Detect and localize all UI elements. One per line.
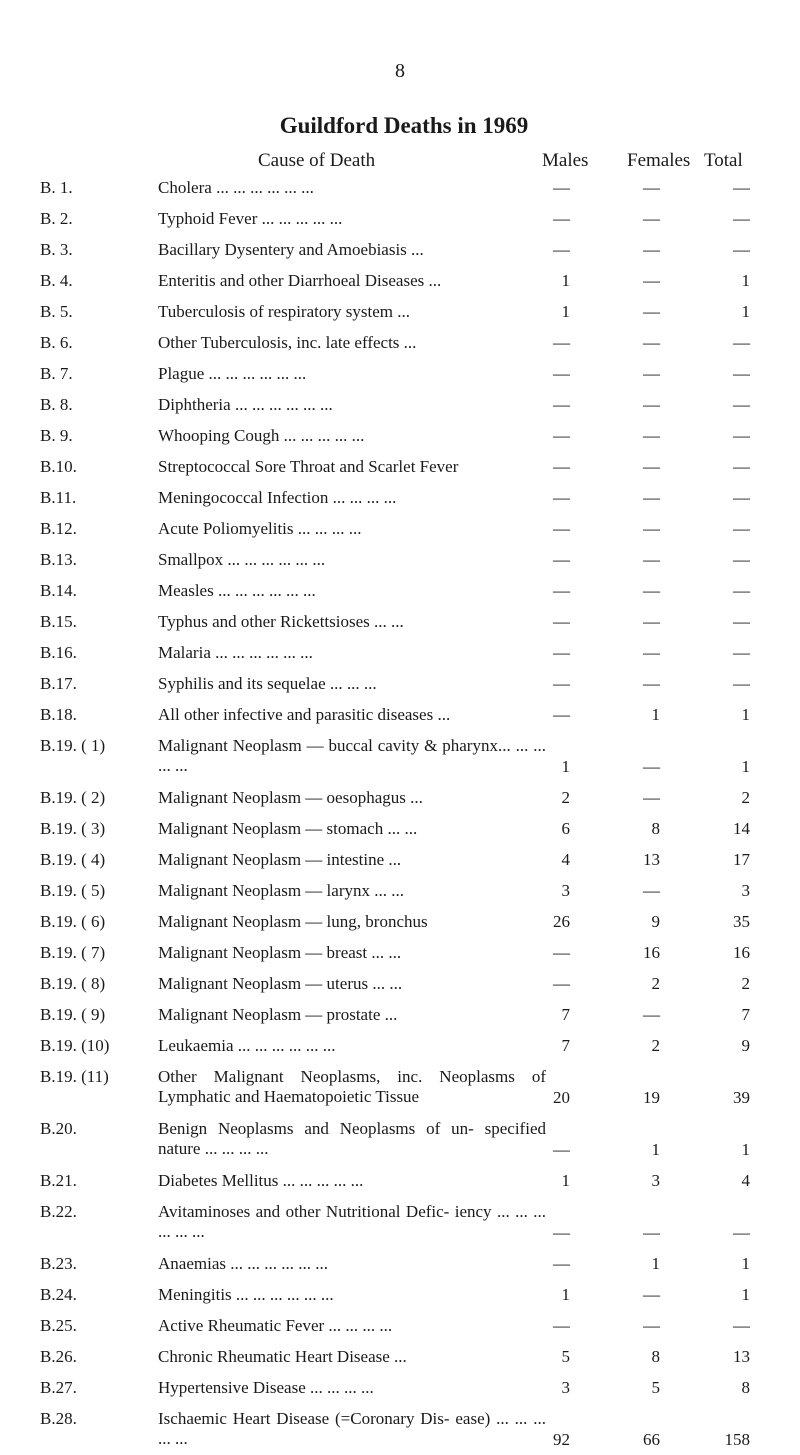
total-count: — xyxy=(733,550,750,569)
females-count: — xyxy=(643,457,660,476)
males-count: 6 xyxy=(561,819,570,838)
header-males: Males xyxy=(542,150,589,171)
total-count: 1 xyxy=(741,757,750,776)
total-count: — xyxy=(733,178,750,197)
females-count: — xyxy=(643,426,660,445)
males-count: 92 xyxy=(553,1430,570,1449)
females-count: — xyxy=(643,1316,660,1335)
total-count: 1 xyxy=(741,302,750,321)
cause-code: B. 6. xyxy=(40,333,73,352)
cause-of-death: Active Rheumatic Fever ... ... ... ... xyxy=(158,1316,393,1335)
total-count: — xyxy=(733,1316,750,1335)
cause-of-death: Acute Poliomyelitis ... ... ... ... xyxy=(158,519,362,538)
total-count: 2 xyxy=(741,974,750,993)
table-row xyxy=(0,1248,800,1279)
males-count: 3 xyxy=(561,881,570,900)
males-count: — xyxy=(553,457,570,476)
table-row xyxy=(0,937,800,968)
cause-of-death: Malignant Neoplasm — uterus ... ... xyxy=(158,974,403,993)
males-count: 7 xyxy=(561,1036,570,1055)
females-count: — xyxy=(643,550,660,569)
cause-of-death: Enteritis and other Diarrhoeal Diseases ... xyxy=(158,271,442,290)
header-total: Total xyxy=(704,150,743,171)
total-count: 7 xyxy=(741,1005,750,1024)
cause-code: B.14. xyxy=(40,581,77,600)
females-count: 8 xyxy=(651,1347,660,1366)
total-count: 39 xyxy=(733,1088,750,1107)
males-count: — xyxy=(553,974,570,993)
table-row xyxy=(0,1165,800,1196)
females-count: — xyxy=(643,1005,660,1024)
cause-code: B.25. xyxy=(40,1316,77,1335)
females-count: 1 xyxy=(651,1140,660,1159)
cause-of-death: Tuberculosis of respiratory system ... xyxy=(158,302,410,321)
females-count: — xyxy=(643,757,660,776)
females-count: — xyxy=(643,364,660,383)
females-count: 66 xyxy=(643,1430,660,1449)
females-count: — xyxy=(643,333,660,352)
cause-of-death: Smallpox ... ... ... ... ... ... xyxy=(158,550,326,569)
table-row xyxy=(0,544,800,575)
females-count: 9 xyxy=(651,912,660,931)
females-count: — xyxy=(643,240,660,259)
males-count: 5 xyxy=(561,1347,570,1366)
females-count: — xyxy=(643,643,660,662)
cause-of-death: Other Malignant Neoplasms, inc. Neoplasms of Lymphatic and Haematopoietic Tissue xyxy=(158,1067,546,1106)
males-count: 3 xyxy=(561,1378,570,1397)
females-count: — xyxy=(643,302,660,321)
cause-code: B.19. ( 4) xyxy=(40,850,106,869)
cause-code: B. 3. xyxy=(40,240,73,259)
page-number: 8 xyxy=(395,60,405,82)
total-count: — xyxy=(733,519,750,538)
cause-of-death: Whooping Cough ... ... ... ... ... xyxy=(158,426,365,445)
table-row xyxy=(0,1403,800,1455)
table-row xyxy=(0,358,800,389)
females-count: — xyxy=(643,488,660,507)
females-count: — xyxy=(643,271,660,290)
males-count: 2 xyxy=(561,788,570,807)
table-row xyxy=(0,1196,800,1248)
males-count: 1 xyxy=(561,1171,570,1190)
table-row xyxy=(0,637,800,668)
males-count: — xyxy=(553,1254,570,1273)
males-count: 1 xyxy=(561,302,570,321)
cause-of-death: All other infective and parasitic diseases ... xyxy=(158,705,451,724)
table-row xyxy=(0,999,800,1030)
cause-code: B. 7. xyxy=(40,364,73,383)
table-row xyxy=(0,420,800,451)
table-row xyxy=(0,575,800,606)
total-count: — xyxy=(733,426,750,445)
cause-of-death: Malignant Neoplasm — lung, bronchus xyxy=(158,912,428,931)
header-females: Females xyxy=(627,150,691,171)
table-row xyxy=(0,513,800,544)
males-count: — xyxy=(553,488,570,507)
males-count: — xyxy=(553,943,570,962)
females-count: — xyxy=(643,881,660,900)
cause-code: B.27. xyxy=(40,1378,77,1397)
total-count: 17 xyxy=(733,850,750,869)
males-count: — xyxy=(553,209,570,228)
males-count: — xyxy=(553,1223,570,1242)
females-count: — xyxy=(643,1285,660,1304)
males-count: — xyxy=(553,178,570,197)
males-count: — xyxy=(553,674,570,693)
total-count: 14 xyxy=(733,819,750,838)
males-count: 20 xyxy=(553,1088,570,1107)
total-count: — xyxy=(733,333,750,352)
cause-of-death: Ischaemic Heart Disease (=Coronary Dis- ease) ... ... ... ... ... xyxy=(158,1409,546,1448)
table-row xyxy=(0,1061,800,1113)
table-row xyxy=(0,906,800,937)
page-title: Guildford Deaths in 1969 xyxy=(279,113,529,138)
total-count: 158 xyxy=(724,1430,750,1449)
total-count: — xyxy=(733,581,750,600)
total-count: 1 xyxy=(741,1140,750,1159)
cause-code: B.19. ( 7) xyxy=(40,943,106,962)
cause-code: B. 2. xyxy=(40,209,73,228)
females-count: — xyxy=(643,612,660,631)
total-count: 1 xyxy=(741,1285,750,1304)
cause-code: B.19. ( 3) xyxy=(40,819,106,838)
table-row xyxy=(0,172,800,203)
females-count: — xyxy=(643,1223,660,1242)
total-count: 9 xyxy=(741,1036,750,1055)
females-count: 5 xyxy=(651,1378,660,1397)
males-count: — xyxy=(553,240,570,259)
cause-code: B. 9. xyxy=(40,426,73,445)
cause-code: B.21. xyxy=(40,1171,77,1190)
table-row xyxy=(0,327,800,358)
cause-code: B.24. xyxy=(40,1285,77,1304)
females-count: 13 xyxy=(643,850,660,869)
cause-of-death: Malignant Neoplasm — breast ... ... xyxy=(158,943,402,962)
cause-code: B.28. xyxy=(40,1409,77,1428)
cause-of-death: Avitaminoses and other Nutritional Defic- iency ... ... ... ... ... ... xyxy=(158,1202,546,1241)
total-count: — xyxy=(733,674,750,693)
cause-code: B.19. (11) xyxy=(40,1067,109,1086)
cause-of-death: Meningitis ... ... ... ... ... ... xyxy=(158,1285,334,1304)
total-count: — xyxy=(733,488,750,507)
cause-code: B. 4. xyxy=(40,271,73,290)
total-count: — xyxy=(733,364,750,383)
females-count: — xyxy=(643,519,660,538)
table-row xyxy=(0,1030,800,1061)
cause-code: B.19. ( 5) xyxy=(40,881,106,900)
cause-code: B.15. xyxy=(40,612,77,631)
cause-of-death: Typhus and other Rickettsioses ... ... xyxy=(158,612,404,631)
males-count: 1 xyxy=(561,757,570,776)
cause-code: B.19. ( 6) xyxy=(40,912,106,931)
table-row xyxy=(0,1341,800,1372)
females-count: — xyxy=(643,674,660,693)
total-count: 35 xyxy=(733,912,750,931)
females-count: — xyxy=(643,209,660,228)
table-row xyxy=(0,389,800,420)
males-count: 4 xyxy=(561,850,570,869)
table-row xyxy=(0,234,800,265)
cause-code: B.23. xyxy=(40,1254,77,1273)
table-row xyxy=(0,1279,800,1310)
males-count: — xyxy=(553,519,570,538)
table-row xyxy=(0,265,800,296)
cause-of-death: Typhoid Fever ... ... ... ... ... xyxy=(158,209,343,228)
males-count: — xyxy=(553,1140,570,1159)
cause-of-death: Malignant Neoplasm — stomach ... ... xyxy=(158,819,418,838)
males-count: — xyxy=(553,364,570,383)
cause-of-death: Diabetes Mellitus ... ... ... ... ... xyxy=(158,1171,364,1190)
cause-of-death: Streptococcal Sore Throat and Scarlet Fever xyxy=(158,457,459,476)
cause-code: B.10. xyxy=(40,457,77,476)
cause-of-death: Benign Neoplasms and Neoplasms of un- specified nature ... ... ... ... xyxy=(158,1119,546,1158)
females-count: 1 xyxy=(651,705,660,724)
cause-code: B.17. xyxy=(40,674,77,693)
males-count: 7 xyxy=(561,1005,570,1024)
males-count: — xyxy=(553,426,570,445)
males-count: — xyxy=(553,550,570,569)
cause-code: B.19. ( 2) xyxy=(40,788,106,807)
table-row xyxy=(0,482,800,513)
cause-code: B.26. xyxy=(40,1347,77,1366)
total-count: 2 xyxy=(741,788,750,807)
cause-of-death: Malignant Neoplasm — intestine ... xyxy=(158,850,402,869)
cause-code: B.18. xyxy=(40,705,77,724)
cause-of-death: Syphilis and its sequelae ... ... ... xyxy=(158,674,377,693)
header-cause: Cause of Death xyxy=(258,150,376,171)
total-count: 3 xyxy=(741,881,750,900)
males-count: 26 xyxy=(553,912,570,931)
total-count: — xyxy=(733,612,750,631)
cause-of-death: Malignant Neoplasm — buccal cavity & pharynx... ... ... ... ... xyxy=(158,736,546,775)
total-count: 16 xyxy=(733,943,750,962)
males-count: — xyxy=(553,395,570,414)
cause-of-death: Malaria ... ... ... ... ... ... xyxy=(158,643,313,662)
cause-of-death: Bacillary Dysentery and Amoebiasis ... xyxy=(158,240,424,259)
females-count: 19 xyxy=(643,1088,660,1107)
cause-code: B.12. xyxy=(40,519,77,538)
table-header xyxy=(0,150,800,174)
table-row xyxy=(0,968,800,999)
cause-code: B.20. xyxy=(40,1119,77,1138)
table-row xyxy=(0,1310,800,1341)
cause-of-death: Diphtheria ... ... ... ... ... ... xyxy=(158,395,333,414)
table-row xyxy=(0,730,800,782)
total-count: — xyxy=(733,240,750,259)
total-count: — xyxy=(733,457,750,476)
females-count: 2 xyxy=(651,974,660,993)
table-row xyxy=(0,844,800,875)
table-row xyxy=(0,668,800,699)
total-count: — xyxy=(733,209,750,228)
males-count: — xyxy=(553,1316,570,1335)
table-row xyxy=(0,1372,800,1403)
cause-of-death: Meningococcal Infection ... ... ... ... xyxy=(158,488,397,507)
total-count: 8 xyxy=(741,1378,750,1397)
females-count: — xyxy=(643,395,660,414)
table-row xyxy=(0,203,800,234)
cause-of-death: Plague ... ... ... ... ... ... xyxy=(158,364,307,383)
total-count: 1 xyxy=(741,705,750,724)
females-count: — xyxy=(643,788,660,807)
cause-of-death: Malignant Neoplasm — prostate ... xyxy=(158,1005,398,1024)
table-row xyxy=(0,606,800,637)
cause-code: B. 8. xyxy=(40,395,73,414)
cause-code: B.13. xyxy=(40,550,77,569)
males-count: — xyxy=(553,333,570,352)
total-count: 1 xyxy=(741,1254,750,1273)
females-count: 2 xyxy=(651,1036,660,1055)
cause-of-death: Chronic Rheumatic Heart Disease ... xyxy=(158,1347,407,1366)
total-count: 1 xyxy=(741,271,750,290)
cause-code: B.16. xyxy=(40,643,77,662)
cause-of-death: Leukaemia ... ... ... ... ... ... xyxy=(158,1036,336,1055)
cause-code: B. 1. xyxy=(40,178,73,197)
deaths-table xyxy=(0,172,800,1455)
cause-of-death: Cholera ... ... ... ... ... ... xyxy=(158,178,314,197)
total-count: — xyxy=(733,1223,750,1242)
table-row xyxy=(0,699,800,730)
males-count: 1 xyxy=(561,271,570,290)
cause-code: B. 5. xyxy=(40,302,73,321)
males-count: — xyxy=(553,643,570,662)
females-count: 16 xyxy=(643,943,660,962)
males-count: — xyxy=(553,612,570,631)
cause-of-death: Malignant Neoplasm — larynx ... ... xyxy=(158,881,404,900)
cause-code: B.19. (10) xyxy=(40,1036,110,1055)
table-row xyxy=(0,875,800,906)
table-row xyxy=(0,451,800,482)
cause-code: B.19. ( 9) xyxy=(40,1005,106,1024)
cause-of-death: Measles ... ... ... ... ... ... xyxy=(158,581,316,600)
females-count: 1 xyxy=(651,1254,660,1273)
total-count: — xyxy=(733,395,750,414)
males-count: 1 xyxy=(561,1285,570,1304)
table-row xyxy=(0,1113,800,1165)
cause-code: B.19. ( 8) xyxy=(40,974,106,993)
cause-of-death: Other Tuberculosis, inc. late effects ... xyxy=(158,333,417,352)
cause-code: B.22. xyxy=(40,1202,77,1221)
females-count: 3 xyxy=(651,1171,660,1190)
cause-of-death: Hypertensive Disease ... ... ... ... xyxy=(158,1378,374,1397)
total-count: — xyxy=(733,643,750,662)
females-count: — xyxy=(643,581,660,600)
females-count: — xyxy=(643,178,660,197)
cause-code: B.11. xyxy=(40,488,77,507)
cause-of-death: Anaemias ... ... ... ... ... ... xyxy=(158,1254,328,1273)
table-row xyxy=(0,296,800,327)
females-count: 8 xyxy=(651,819,660,838)
males-count: — xyxy=(553,581,570,600)
cause-code: B.19. ( 1) xyxy=(40,736,106,755)
total-count: 13 xyxy=(733,1347,750,1366)
cause-of-death: Malignant Neoplasm — oesophagus ... xyxy=(158,788,423,807)
total-count: 4 xyxy=(741,1171,750,1190)
table-row xyxy=(0,782,800,813)
males-count: — xyxy=(553,705,570,724)
table-row xyxy=(0,813,800,844)
